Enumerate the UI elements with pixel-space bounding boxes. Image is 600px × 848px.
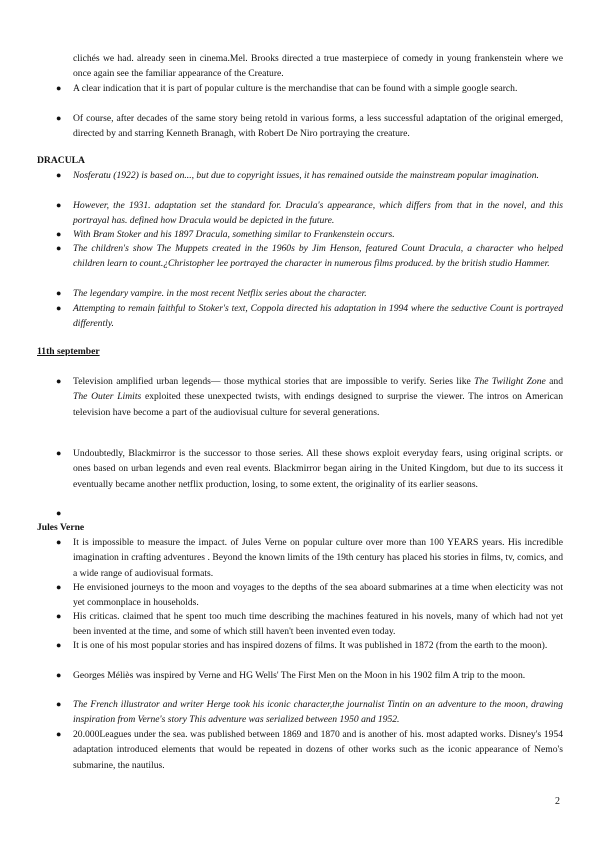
dracula-item-netflix: The legendary vampire. in the most recent Netflix series about the character. xyxy=(73,288,367,299)
page-number: 2 xyxy=(555,796,560,807)
section-heading-september: 11th september xyxy=(37,346,100,357)
bullet: ● xyxy=(56,537,62,547)
bullet: ● xyxy=(56,729,62,739)
bullet: ● xyxy=(56,670,62,680)
bullet: ● xyxy=(56,640,62,650)
verne-item-critics: His criticas. claimed that he spent too much time describing the machines featured in his novels, many of which had not yet been invented at the time, and some of which still haven't been invented even today. xyxy=(73,611,563,638)
verne-item-melies: Georges Méliès was inspired by Verne and HG Wells' The First Men on the Moon in his 1902 film A trip to the moon. xyxy=(73,670,526,681)
bullet: ● xyxy=(56,83,62,93)
bullet: ● xyxy=(56,699,62,709)
dracula-item-1931: However, the 1931. adaptation set the standard for. Dracula's appearance, which differs from that in the novel, and this portrayal has. defined how Dracula would be depicted in the future. xyxy=(73,200,563,227)
verne-item-journeys: He envisioned journeys to the moon and voyages to the depths of the sea aboard submarines at a time when electicity was not yet commonplace in households. xyxy=(73,582,563,609)
section-heading-verne: Jules Verne xyxy=(37,522,85,533)
bullet: ● xyxy=(56,448,62,458)
bullet: ● xyxy=(56,170,62,180)
bullet: ● xyxy=(56,303,62,313)
section-heading-dracula: DRACULA xyxy=(37,155,85,166)
verne-item-20000-leagues: 20.000Leagues under the sea. was published between 1869 and 1870 and is another of his. most adapted works. Disney's 1954 adaptation introduced elements that would be repeated in dozens of other works such as the iconic appearance of Nemo's submarine, the nautilus. xyxy=(73,729,563,771)
bullet-empty: ● xyxy=(56,508,62,518)
verne-item-impact: It is impossible to measure the impact. of Jules Verne on popular culture over more than 100 YEARS years. His incredible imagination in crafting adventures . Beyond the known limits of the 19th century has placed his stories in films, tv, comics, and a wide range of audiovisual formats. xyxy=(73,537,563,579)
bullet: ● xyxy=(56,582,62,592)
september-item-television: Television amplified urban legends— those mythical stories that are impossible to verify. Series like The Twilight Zone and The Outer Limits exploited these unexpected twists, with endings designed to surprise the viewer. The intros on American television have become a part of the audiovisual culture for several generations. xyxy=(73,376,563,418)
verne-item-tintin: The French illustrator and writer Herge took his iconic character,the journalist Tintin on an adventure to the moon, drawing inspiration from Verne's story This adventure was serialized between 1950 and 1952. xyxy=(73,699,563,726)
intro-continuation: clichés we had. already seen in cinema.Mel. Brooks directed a true masterpiece of comedy in young frankenstein where we once again see the familiar appearance of the Creature. xyxy=(73,53,563,80)
bullet: ● xyxy=(56,243,62,253)
dracula-item-coppola: Attempting to remain faithful to Stoker's text, Coppola directed his adaptation in 1994 where the seductive Count is portrayed differently. xyxy=(73,303,563,330)
dracula-item-stoker: With Bram Stoker and his 1897 Dracula, something similar to Frankenstein occurs. xyxy=(73,229,395,240)
intro-item-merchandise: A clear indication that it is part of popular culture is the merchandise that can be found with a simple google search. xyxy=(73,83,518,94)
verne-item-earth-moon: It is one of his most popular stories and has inspired dozens of films. It was published in 1872 (from the earth to the moon). xyxy=(73,640,548,651)
series-title-twilight-zone: The Twilight Zone xyxy=(474,376,546,387)
bullet: ● xyxy=(56,229,62,239)
bullet: ● xyxy=(56,288,62,298)
series-title-outer-limits: The Outer Limits xyxy=(73,391,142,403)
bullet: ● xyxy=(56,611,62,621)
dracula-item-muppets: The children's show The Muppets created in the 1960s by Jim Henson, featured Count Dracula, a character who helped children learn to count.¿Christopher lee portrayed the character in numerous films produced. by the british studio Hammer. xyxy=(73,243,563,270)
intro-item-branagh: Of course, after decades of the same story being retold in various forms, a less successful adaptation of the original emerged, directed by and starring Kenneth Branagh, with Robert De Niro portraying the creature. xyxy=(73,113,563,140)
september-item-blackmirror: Undoubtedly, Blackmirror is the successor to those series. All these shows exploit everyday fears, using original scripts. or ones based on urban legends and even real events. Blackmirror began airing in the United Kingdom, but due to its success it eventually became another netflix production, losing, to some extent, the originality of its earlier seasons. xyxy=(73,448,563,490)
bullet: ● xyxy=(56,200,62,210)
bullet: ● xyxy=(56,113,62,123)
bullet: ● xyxy=(56,376,62,386)
dracula-item-nosferatu: Nosferatu (1922) is based on..., but due to copyright issues, it has remained outside the mainstream popular imagination. xyxy=(73,170,539,181)
